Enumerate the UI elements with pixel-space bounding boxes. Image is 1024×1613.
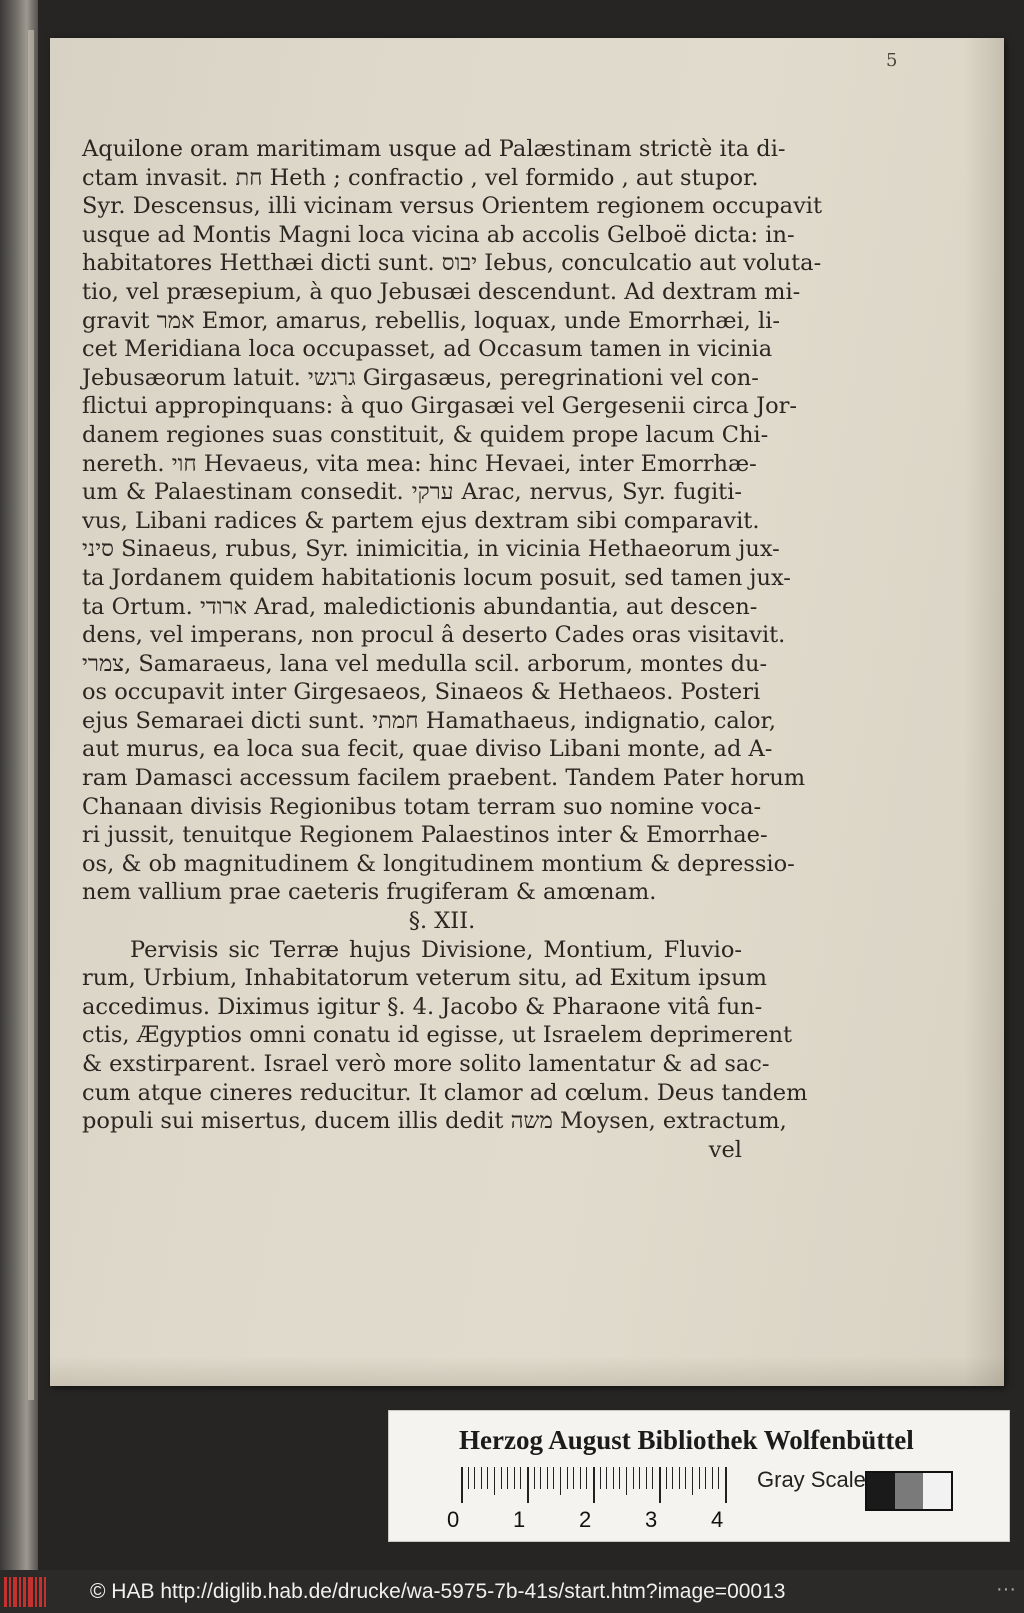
text-line: סיני Sinaeus, rubus, Syr. inimicitia, in vicinia Hethaeorum jux- [82, 536, 780, 563]
swatch-white [923, 1473, 951, 1509]
ruler-tick [547, 1467, 548, 1489]
text-line: dens, vel imperans, non procul â deserto Cades oras visitavit. [82, 622, 786, 649]
ruler-tick [514, 1467, 515, 1489]
text-line: cum atque cineres reducitur. It clamor ad cœlum. Deus tandem [82, 1079, 808, 1106]
ruler-tick [626, 1467, 627, 1495]
ruler-tick [468, 1467, 469, 1489]
ruler-tick [646, 1467, 647, 1489]
ruler-number: 3 [645, 1507, 658, 1532]
barcode-logo-icon [4, 1577, 46, 1607]
text-line: vus, Libani radices & partem ejus dextram sibi comparavit. [82, 507, 760, 534]
ruler-tick [672, 1467, 673, 1489]
text-line: flictui appropinquans: à quo Girgasæi vel Gergesenii circa Jor- [82, 393, 798, 420]
more-options-icon[interactable]: ··· [996, 1578, 1016, 1600]
ruler-tick [705, 1467, 706, 1489]
text-line: Syr. Descensus, illi vicinam versus Orientem regionem occupavit [82, 193, 823, 220]
ruler-tick [593, 1467, 595, 1503]
text-line: um & Palaestinam consedit. ערקי Arac, nervus, Syr. fugiti- [82, 479, 743, 506]
ruler-number: 0 [447, 1507, 460, 1532]
section-heading: §. XII. [408, 908, 476, 935]
ruler-tick [507, 1467, 508, 1489]
text-line: gravit אמר Emor, amarus, rebellis, loquax, unde Emorrhæi, li- [82, 307, 780, 334]
ruler-tick [573, 1467, 574, 1489]
ruler-tick [639, 1467, 640, 1489]
status-bar [0, 1570, 1024, 1613]
text-line: Chanaan divisis Regionibus totam terram suo nomine voca- [82, 793, 762, 820]
catchword: vel [708, 1136, 742, 1163]
text-line: tio, vel præsepium, à quo Jebusæi descendunt. Ad dextram mi- [82, 278, 801, 305]
text-line: accedimus. Diximus igitur §. 4. Jacobo & Pharaone vitâ fun- [82, 993, 763, 1020]
ruler-tick [712, 1467, 713, 1489]
ruler-tick [633, 1467, 634, 1489]
ruler-tick [494, 1467, 495, 1495]
text-line: ta Ortum. ארודי Arad, maledictionis abundantia, aut descen- [82, 593, 758, 620]
ruler-tick [474, 1467, 475, 1489]
ruler-number: 2 [579, 1507, 592, 1532]
ruler-tick [619, 1467, 620, 1489]
text-line: os, & ob magnitudinem & longitudinem montium & depressio- [82, 850, 795, 877]
color-reference-card [388, 1410, 1010, 1542]
library-name: Herzog August Bibliothek Wolfenbüttel [459, 1425, 914, 1455]
text-line: & exstirparent. Israel verò more solito lamentatur & ad sac- [82, 1051, 770, 1077]
text-line: danem regiones suas constituit, & quidem prope lacum Chi- [82, 421, 769, 448]
ruler-tick [606, 1467, 607, 1489]
ruler-tick [692, 1467, 693, 1495]
text-line: nem vallium prae caeteris frugiferam & amœnam. [82, 879, 657, 906]
ruler-tick [487, 1467, 488, 1489]
ruler-tick [659, 1467, 661, 1503]
swatch-gray [895, 1473, 923, 1509]
text-line: os occupavit inter Girgesaeos, Sinaeos & Hethaeos. Posteri [82, 679, 761, 706]
text-line: habitatores Hetthæi dicti sunt. יבוס Iebus, conculcatio aut voluta- [82, 250, 822, 277]
text-line: ejus Semaraei dicti sunt. חמתי Hamathaeus, indignatio, calor, [82, 707, 776, 734]
ruler-tick [527, 1467, 529, 1503]
ruler-tick [461, 1467, 463, 1503]
ruler-tick [540, 1467, 541, 1489]
ruler-tick [666, 1467, 667, 1489]
ruler-tick [586, 1467, 587, 1489]
text-line: ta Jordanem quidem habitationis locum posuit, sed tamen jux- [82, 564, 791, 591]
text-line: Jebusæorum latuit. גרגשי Girgasæus, peregrinationi vel con- [82, 364, 759, 391]
grayscale-swatches [865, 1471, 953, 1511]
text-line: usque ad Montis Magni loca vicina ab accolis Gelboë dicta: in- [82, 221, 795, 248]
text-line: Aquilone oram maritimam usque ad Palæstinam strictè ita di- [82, 136, 786, 162]
ruler-number: 1 [513, 1507, 526, 1532]
page-text [82, 135, 823, 1164]
ruler-tick [560, 1467, 561, 1495]
ruler-number: 4 [711, 1507, 724, 1532]
text-line: cet Meridiana loca occupasset, ad Occasum tamen in vicinia [82, 336, 773, 363]
ruler-tick [679, 1467, 680, 1489]
ruler-tick [534, 1467, 535, 1489]
text-line: ri jussit, tenuitque Regionem Palaestinos inter & Emorrhae- [82, 822, 768, 849]
text-line: ctis, Ægyptios omni conatu id egisse, ut Israelem deprimerent [82, 1022, 792, 1049]
text-line: aut murus, ea loca sua fecit, quae diviso Libani monte, ad A- [82, 736, 773, 763]
text-line: populi sui misertus, ducem illis dedit משה Moysen, extractum, [82, 1108, 787, 1135]
swatch-black [867, 1473, 895, 1509]
grayscale-label: Gray Scale [757, 1467, 866, 1492]
ruler-tick [553, 1467, 554, 1489]
text-line: ram Damasci accessum facilem praebent. Tandem Pater horum [82, 765, 806, 792]
ruler-tick [481, 1467, 482, 1489]
ruler-tick [501, 1467, 502, 1489]
ruler-tick [699, 1467, 700, 1489]
text-line: nereth. חוי Hevaeus, vita mea: hinc Hevaei, inter Emorrhæ- [82, 450, 757, 477]
ruler-tick [652, 1467, 653, 1489]
ruler-tick [600, 1467, 601, 1489]
text-line: Pervisis sic Terræ hujus Divisione, Montium, Fluvio- [130, 936, 742, 963]
text-line: צמרי, Samaraeus, lana vel medulla scil. arborum, montes du- [82, 650, 768, 677]
previous-page-edge [0, 0, 38, 1570]
ruler-tick [725, 1467, 727, 1503]
ruler-tick [685, 1467, 686, 1489]
ruler-tick [567, 1467, 568, 1489]
scale-ruler [461, 1467, 731, 1503]
ruler-tick [613, 1467, 614, 1489]
ruler-tick [520, 1467, 521, 1489]
text-line: rum, Urbium, Inhabitatorum veterum situ, ad Exitum ipsum [82, 965, 767, 992]
source-url-link[interactable]: © HAB http://diglib.hab.de/drucke/wa-5975-7b-41s/start.htm?image=00013 [90, 1579, 786, 1603]
ruler-tick [580, 1467, 581, 1489]
ruler-tick [718, 1467, 719, 1489]
text-line: ctam invasit. חת Heth ; confractio , vel formido , aut stupor. [82, 164, 759, 191]
page-corner-mark: 5 [886, 50, 898, 71]
